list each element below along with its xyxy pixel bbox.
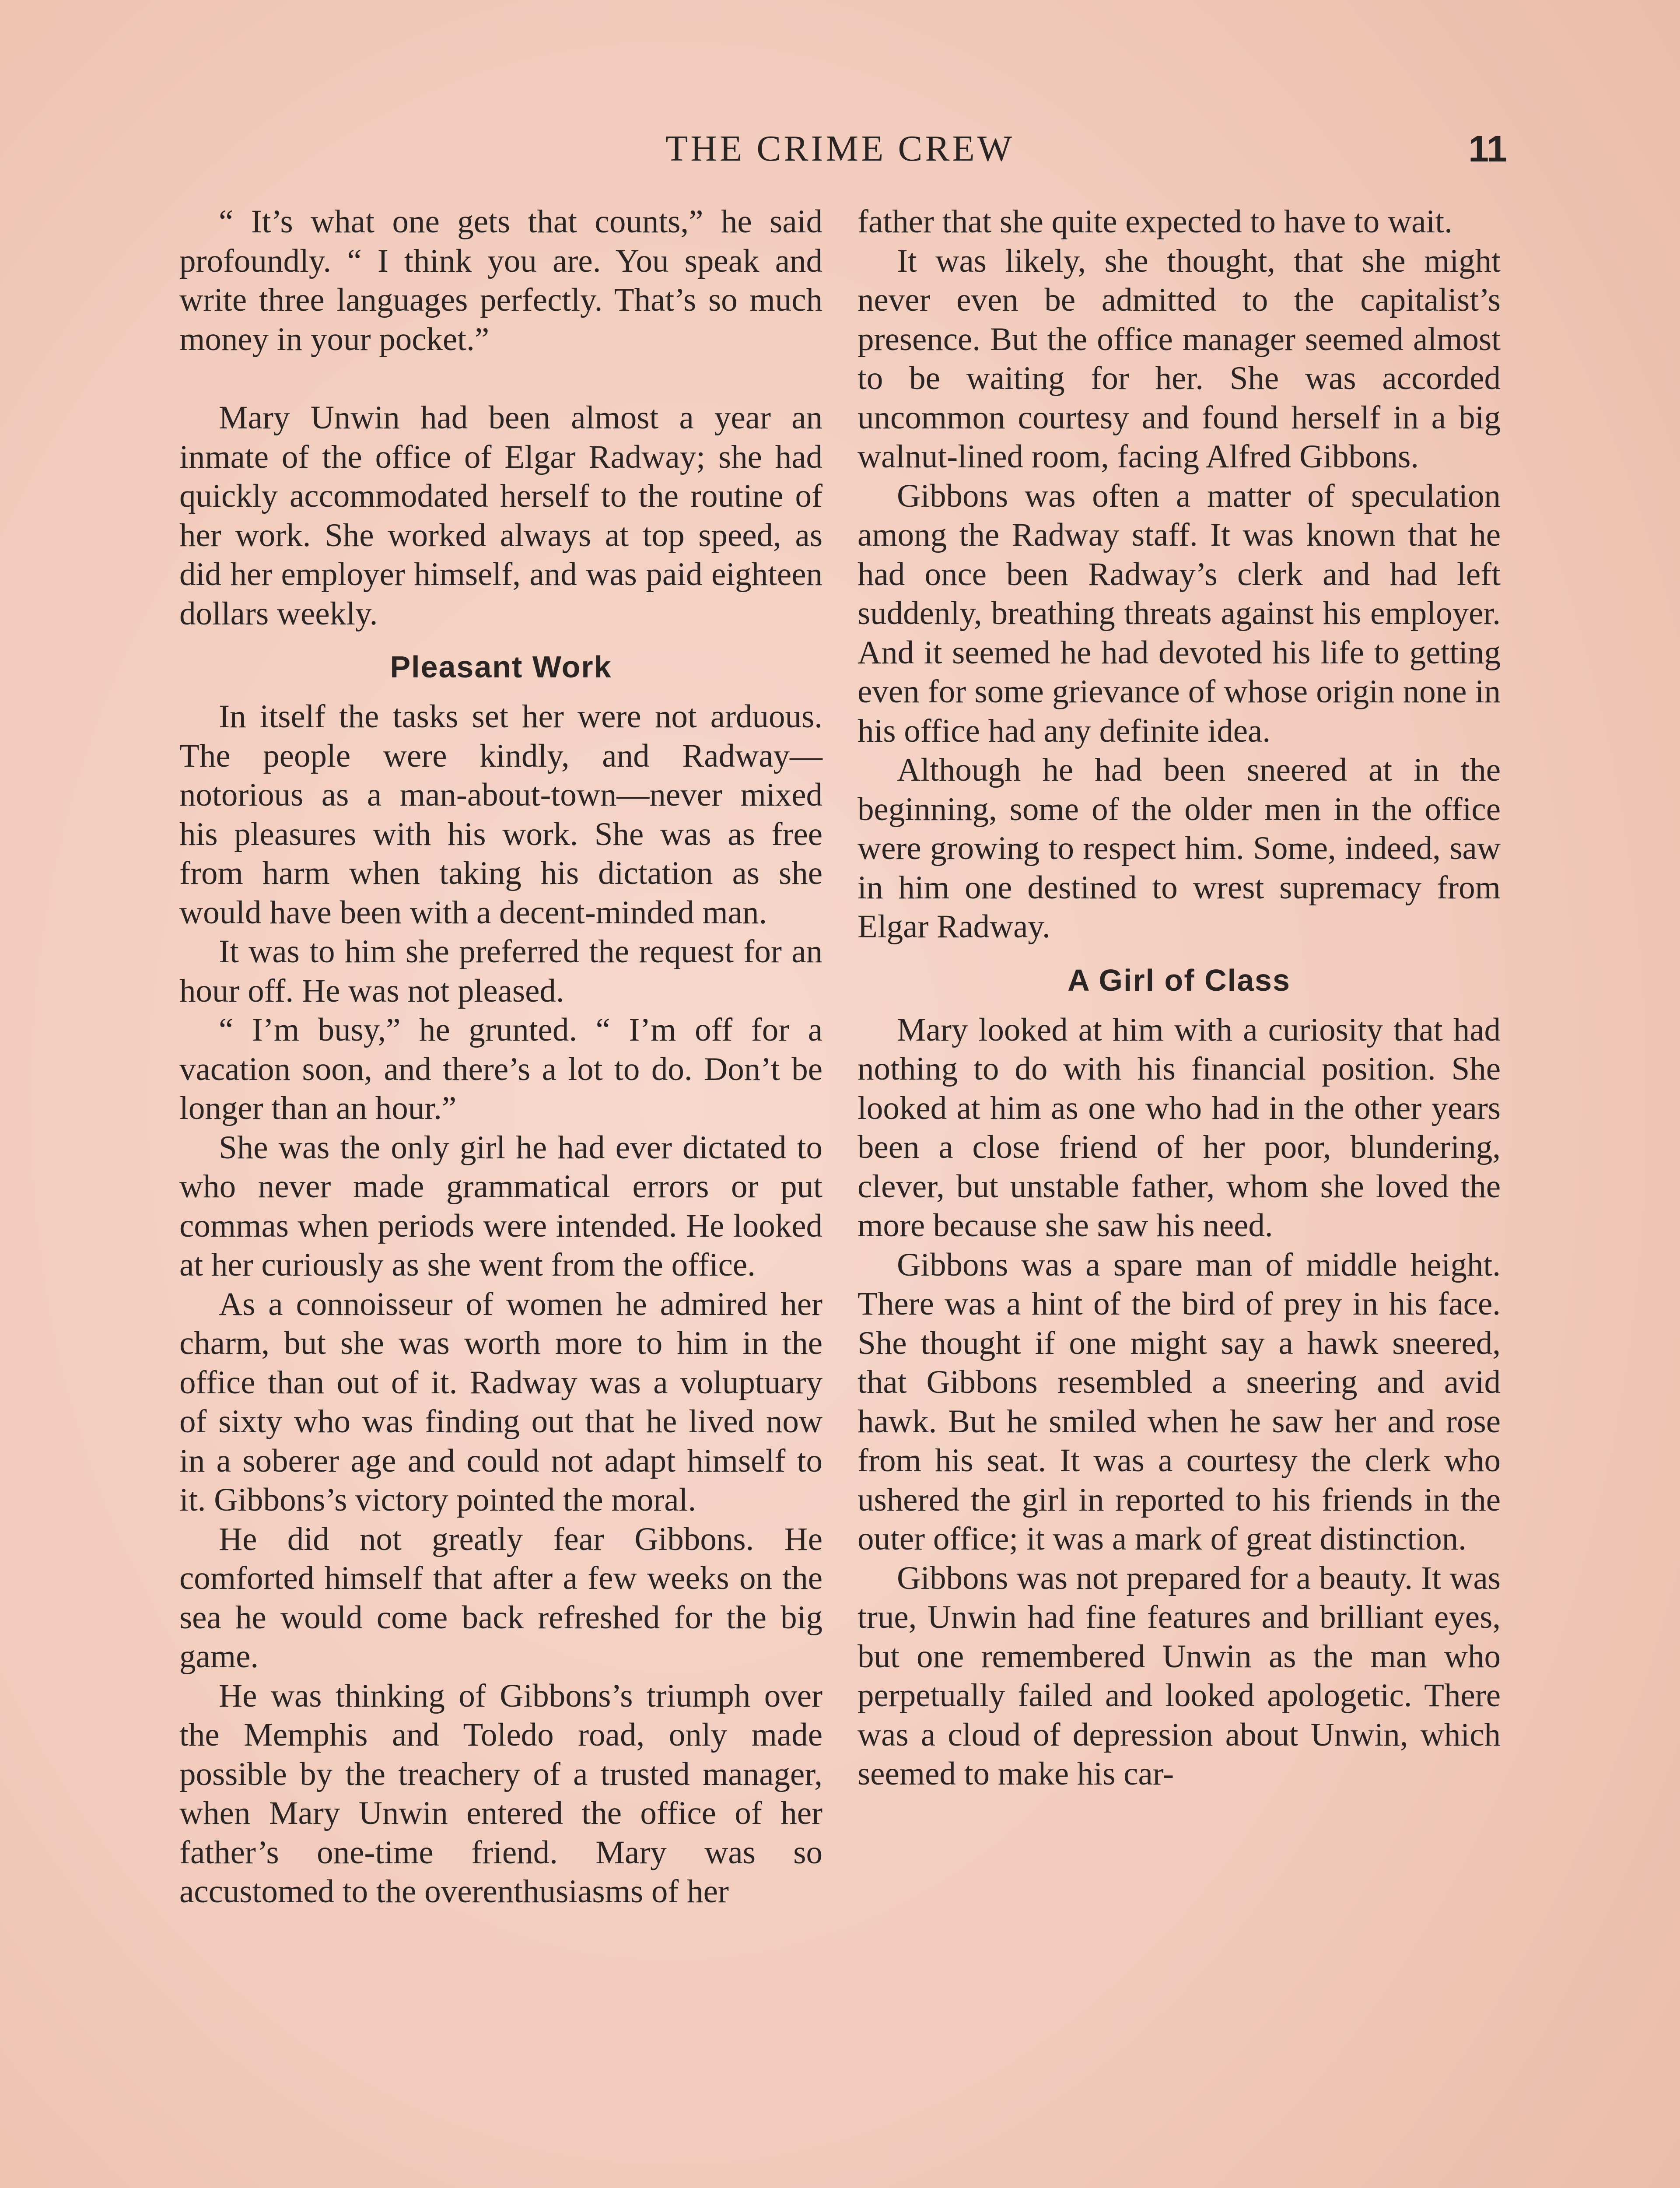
paragraph: In itself the tasks set her were not arduous. The people were kindly, and Radway—notorious as a man-about-town—never mixed his pleasures with his work. She was as free from harm when taking his dictation as she would have been with a decent-minded man. (179, 698, 822, 931)
paragraph: He was thinking of Gibbons’s triumph over the Memphis and Toledo road, only made possible by the treachery of a trusted manager, when Mary Unwin entered the office of her father’s one-time friend. Mary was so accustomed to the overenthusiasms of her (179, 1677, 822, 1910)
paragraph: Although he had been sneered at in the beginning, some of the older men in the office were growing to respect him. Some, indeed, saw in him one destined to wrest supremacy from Elgar Radway. (858, 752, 1501, 945)
section-heading: Pleasant Work (390, 650, 612, 684)
paragraph-continued: father that she quite expected to have to wait. (858, 203, 1452, 240)
page-number: 11 (1468, 128, 1507, 169)
paragraph: Gibbons was a spare man of middle height. There was a hint of the bird of prey in his face. She thought if one might say a hawk sneered, that Gibbons resembled a sneering and avid hawk. But he smiled when he saw her and rose from his seat. It was a courtesy the clerk who ushered the girl in reported to his friends in the outer office; it was a mark of great distinction. (858, 1246, 1501, 1557)
paragraph: Mary Unwin had been almost a year an inmate of the office of Elgar Radway; she had quickly accommodated herself to the routine of her work. She worked always at top speed, as did her employer himself, and was paid eighteen dollars weekly. (179, 400, 822, 632)
paragraph: Mary looked at him with a curiosity that had nothing to do with his financial position. She looked at him as one who had in the other years been a close friend of her poor, blundering, clever, but unstable father, whom she loved the more because she saw his need. (858, 1011, 1501, 1244)
paragraph: As a connoisseur of women he admired her charm, but she was worth more to him in the office than out of it. Radway was a voluptuary of sixty who was finding out that he lived now in a soberer age and could not adapt himself to it. Gibbons’s victory pointed the moral. (179, 1286, 822, 1518)
right-column (858, 202, 1501, 1794)
section-heading: A Girl of Class (1068, 963, 1291, 997)
paragraph: She was the only girl he had ever dictated to who never made grammatical errors or put commas when periods were intended. He looked at her curiously as she went from the office. (179, 1129, 822, 1283)
paragraph: It was to him she preferred the request for an hour off. He was not pleased. (179, 933, 822, 1009)
paragraph: Gibbons was not prepared for a beauty. It was true, Unwin had fine features and brilliant eyes, but one remembered Unwin as the man who perpetually failed and looked apologetic. There was a cloud of depression about Unwin, which seemed to make his car- (858, 1560, 1501, 1792)
paragraph: “ It’s what one gets that counts,” he said profoundly. “ I think you are. You speak and write three languages perfectly. That’s so much money in your pocket.” (179, 203, 822, 358)
page-header (0, 125, 1680, 173)
left-column (179, 202, 822, 1911)
paragraph: It was likely, she thought, that she might never even be admitted to the capitalist’s presence. But the office manager seemed almost to be waiting for her. She was accorded uncommon courtesy and found herself in a big walnut-lined room, facing Alfred Gibbons. (858, 242, 1501, 475)
paragraph: Gibbons was often a matter of speculation among the Radway staff. It was known that he had once been Radway’s clerk and had left suddenly, breathing threats against his employer. And it seemed he had devoted his life to getting even for some grievance of whose origin none in his office had any definite idea. (858, 477, 1501, 749)
running-title: THE CRIME CREW (665, 128, 1015, 169)
paragraph: “ I’m busy,” he grunted. “ I’m off for a vacation soon, and there’s a lot to do. Don’t be longer than an hour.” (179, 1012, 822, 1126)
paragraph: He did not greatly fear Gibbons. He comforted himself that after a few weeks on the sea he would come back refreshed for the big game. (179, 1521, 822, 1675)
